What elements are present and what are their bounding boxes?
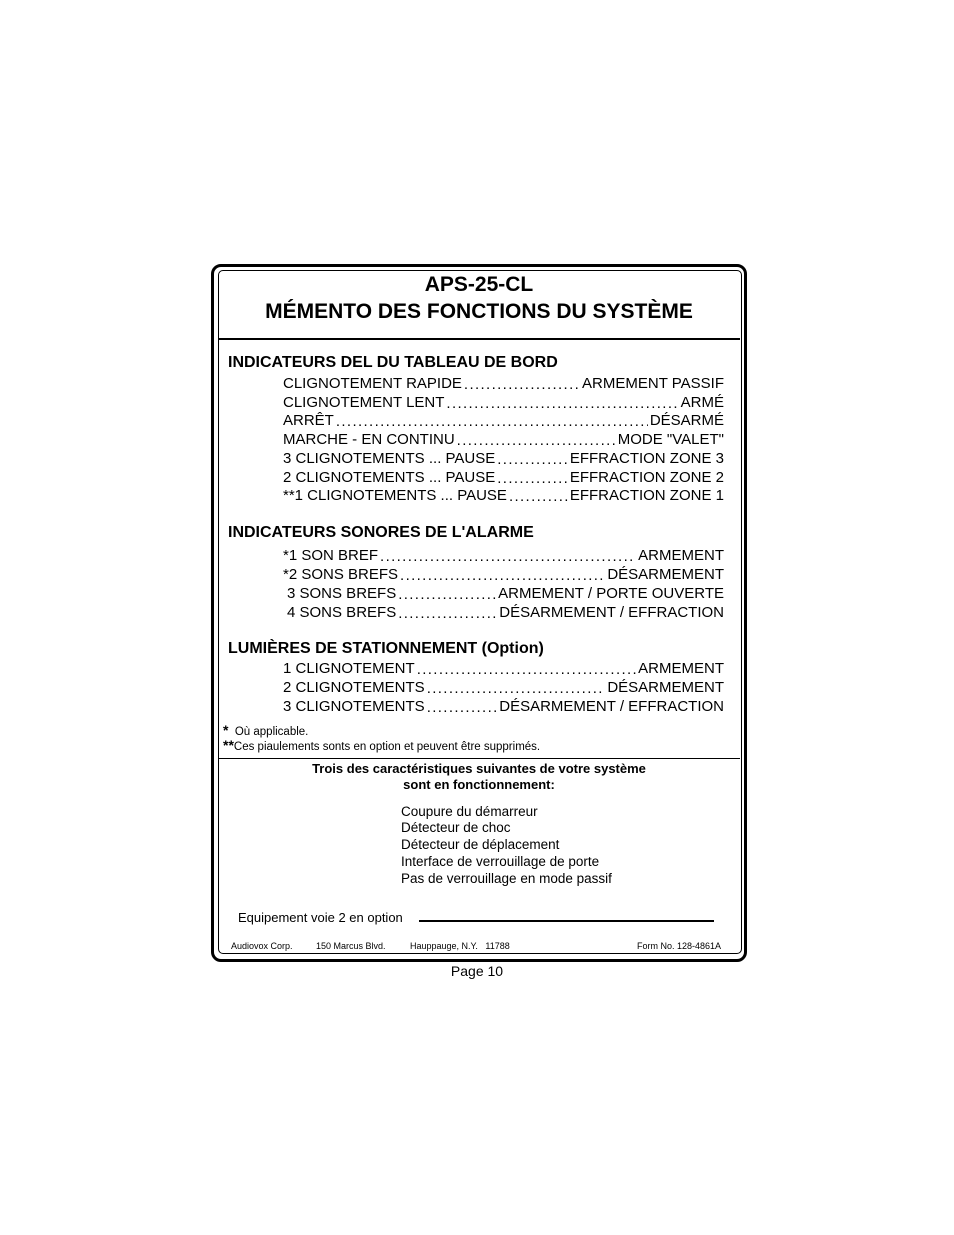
feature-item: Détecteur de déplacement xyxy=(401,837,560,852)
list-item xyxy=(283,392,724,411)
row-value: DÉSARMEMENT / EFFRACTION xyxy=(499,698,724,715)
row-value: ARMEMENT PASSIF xyxy=(582,375,724,392)
list-item xyxy=(283,696,724,715)
section-heading-sound: INDICATEURS SONORES DE L'ALARME xyxy=(228,524,534,541)
title-divider xyxy=(218,338,740,340)
page-title: MÉMENTO DES FONCTIONS DU SYSTÈME xyxy=(265,300,693,323)
footer-company: Audiovox Corp. xyxy=(231,941,293,951)
feature-item: Interface de verrouillage de porte xyxy=(401,854,600,869)
list-item xyxy=(283,602,724,621)
list-item xyxy=(283,467,724,486)
list-item xyxy=(283,677,724,696)
features-divider xyxy=(218,758,740,759)
footnote-text: Ces piaulements sonts en option et peuvent être supprimés. xyxy=(233,741,541,753)
row-label: 2 CLIGNOTEMENTS xyxy=(283,679,425,696)
footer-form-number: Form No. 128-4861A xyxy=(637,941,722,951)
row-value: ARMEMENT xyxy=(638,660,724,677)
footer-city: Hauppauge, N.Y. 11788 xyxy=(410,941,510,951)
row-value: EFFRACTION ZONE 2 xyxy=(569,469,724,486)
row-value: ARMÉ xyxy=(680,394,724,411)
footnote-2 xyxy=(223,737,540,753)
list-item xyxy=(283,485,724,504)
footnote-1 xyxy=(223,722,308,738)
row-label: 3 CLIGNOTEMENTS xyxy=(283,698,425,715)
row-value: DÉSARMEMENT xyxy=(607,566,724,583)
row-label: 1 CLIGNOTEMENT xyxy=(283,660,415,677)
row-label: CLIGNOTEMENT RAPIDE xyxy=(283,375,462,392)
row-value: ARMEMENT xyxy=(638,547,724,564)
equipment-label: Equipement voie 2 en option xyxy=(238,910,403,925)
list-item xyxy=(283,545,724,564)
row-value: ARMEMENT / PORTE OUVERTE xyxy=(498,585,724,602)
row-value: DÉSARMÉ xyxy=(649,412,724,429)
row-label: CLIGNOTEMENT LENT xyxy=(283,394,445,411)
footer-street: 150 Marcus Blvd. xyxy=(316,941,386,951)
section-heading-parking: LUMIÈRES DE STATIONNEMENT (Option) xyxy=(228,640,544,657)
feature-item: Pas de verrouillage en mode passif xyxy=(401,871,612,886)
row-label: 4 SONS BREFS xyxy=(287,604,397,621)
row-label: 3 SONS BREFS xyxy=(287,585,397,602)
footnote-mark: ** xyxy=(223,737,234,753)
list-item xyxy=(283,658,724,677)
list-item xyxy=(283,448,724,467)
row-label: 3 CLIGNOTEMENTS ... PAUSE xyxy=(283,450,496,467)
features-intro-line1: Trois des caractéristiques suivantes de votre système xyxy=(312,761,646,776)
row-value: EFFRACTION ZONE 3 xyxy=(569,450,724,467)
row-value: EFFRACTION ZONE 1 xyxy=(569,487,724,504)
page-number: Page 10 xyxy=(450,963,504,979)
row-label: **1 CLIGNOTEMENTS ... PAUSE xyxy=(283,487,507,504)
row-label: 2 CLIGNOTEMENTS ... PAUSE xyxy=(283,469,496,486)
section-heading-led: INDICATEURS DEL DU TABLEAU DE BORD xyxy=(228,354,558,371)
row-value: DÉSARMEMENT xyxy=(607,679,724,696)
row-label: *2 SONS BREFS xyxy=(283,566,399,583)
feature-item: Coupure du démarreur xyxy=(401,804,538,819)
row-label: ARRÊT xyxy=(283,412,334,429)
list-item xyxy=(283,564,724,583)
list-item xyxy=(283,373,724,392)
list-item xyxy=(283,429,724,448)
product-title: APS-25-CL xyxy=(424,273,534,296)
row-value: DÉSARMEMENT / EFFRACTION xyxy=(499,604,724,621)
footnote-mark: * xyxy=(223,722,229,738)
feature-item: Détecteur de choc xyxy=(401,820,511,835)
list-item xyxy=(283,410,724,429)
list-item xyxy=(283,583,724,602)
row-label: *1 SON BREF xyxy=(283,547,379,564)
row-value: MODE "VALET" xyxy=(617,431,724,448)
equipment-fill-line xyxy=(419,920,714,922)
features-intro-line2: sont en fonctionnement: xyxy=(403,777,555,792)
footnote-text: Où applicable. xyxy=(234,726,309,738)
row-label: MARCHE - EN CONTINU xyxy=(283,431,455,448)
